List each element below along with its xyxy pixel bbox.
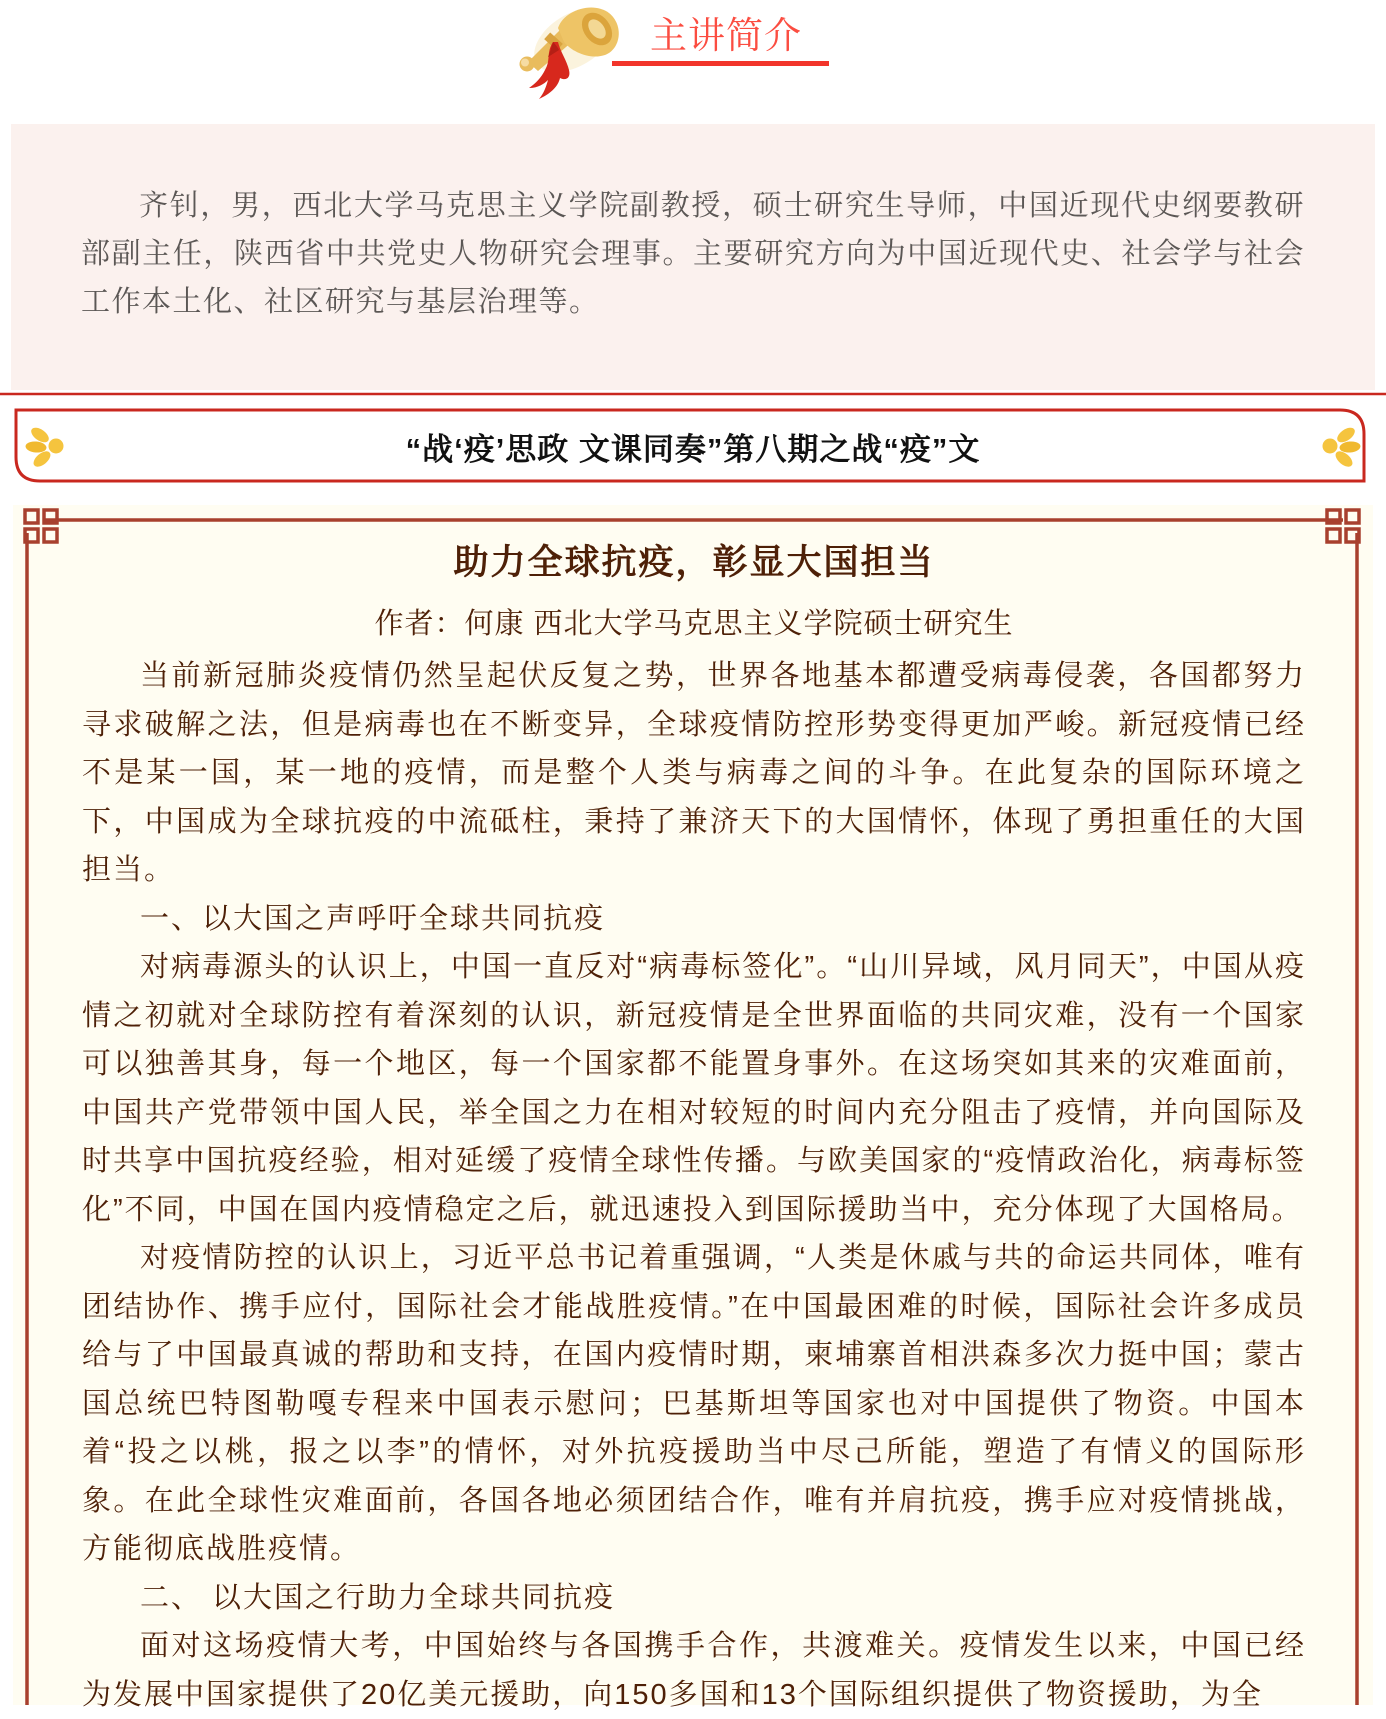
article-body [82,652,1306,1719]
article-paragraph: 对疫情防控的认识上，习近平总书记着重强调，“人类是休戚与共的命运共同体，唯有团结协作、携手应付，国际社会才能战胜疫情。”在中国最困难的时候，国际社会许多成员给与了中国最真诚的帮助和支持，在国内疫情时期，柬埔寨首相洪森多次力挺中国；蒙古国总统巴特图勒嘎专程来中国表示慰问；巴基斯坦等国家也对中国提供了物资。中国本着“投之以桃，报之以李”的情怀，对外抗疫援助当中尽己所能，塑造了有情义的国际形象。在此全球性灾难面前，各国各地必须团结合作，唯有并肩抗疫，携手应对疫情挑战，方能彻底战胜疫情。 [82,1242,1306,1565]
article-paragraph: 当前新冠肺炎疫情仍然呈起伏反复之势，世界各地基本都遭受病毒侵袭，各国都努力寻求破解之法，但是病毒也在不断变异，全球疫情防控形势变得更加严峻。新冠疫情已经不是某一国，某一地的疫情，而是整个人类与病毒之间的斗争。在此复杂的国际环境之下，中国成为全球抗疫的中流砥柱，秉持了兼济天下的大国情怀，体现了勇担重任的大国担当。 [82,660,1306,886]
article-author: 作者：何康 西北大学马克思主义学院硕士研究生 [374,608,1014,640]
series-banner [0,388,1386,488]
article-title: 助力全球抗疫，彰显大国担当 [453,543,935,582]
article-frame-box [13,505,1373,1711]
series-banner-title: “战‘疫’思政 文课同奏”第八期之战“疫”文 [405,432,981,467]
article-paragraph: 一、以大国之声呼吁全球共同抗疫 [140,902,606,935]
section-title: 主讲简介 [650,15,802,56]
section-header [0,0,1386,118]
section-title-underline [612,61,829,66]
article-paragraph: 对病毒源头的认识上，中国一直反对“病毒标签化”。“山川异域，风月同天”，中国从疫情之初就对全球防控有着深刻的认识，新冠疫情是全世界面临的共同灾难，没有一个国家可以独善其身，每一个地区，每一个国家都不能置身事外。在这场突如其来的灾难面前，中国共产党带领中国人民，举全国之力在相对较短的时间内充分阻击了疫情，并向国际及时共享中国抗疫经验，相对延缓了疫情全球性传播。与欧美国家的“疫情政治化，病毒标签化”不同，中国在国内疫情稳定之后，就迅速投入到国际援助当中，充分体现了大国格局。 [82,951,1306,1226]
article-content [82,535,1306,1719]
article-paragraph: 面对这场疫情大考，中国始终与各国携手合作，共渡难关。疫情发生以来，中国已经为发展中国家提供了20亿美元援助，向150多国和13个国际组织提供了物资援助，为全 [82,1630,1306,1711]
speaker-bio-text: 齐钊，男，西北大学马克思主义学院副教授，硕士研究生导师，中国近现代史纲要教研部副主任，陕西省中共党史人物研究会理事。主要研究方向为中国近现代史、社会学与社会工作本土化、社区研究与基层治理等。 [81,190,1305,318]
article-paragraph: 二、 以大国之行助力全球共同抗疫 [140,1581,616,1614]
trumpet-icon [500,0,632,102]
speaker-bio-box [11,124,1375,390]
